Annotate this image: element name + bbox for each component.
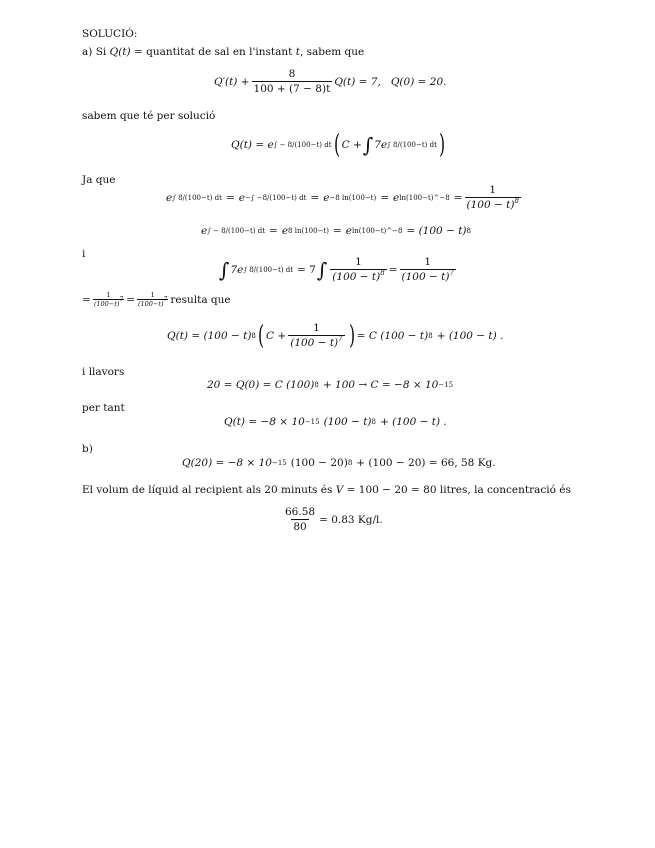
eq7-f-den-wrap: [288, 335, 344, 349]
eq7-f-num: 1: [313, 322, 320, 334]
eq1-init: Q(0) = 20.: [390, 75, 447, 88]
eq8-lhs: 20 = Q(0) = C (100): [207, 379, 315, 391]
eq5-eq: =: [388, 263, 398, 276]
eq5-integral-2: ∫: [316, 257, 328, 282]
eq5-fraction-2: [400, 256, 456, 283]
eq5-f2-den: (100 − t): [401, 271, 450, 283]
volume-V: V: [335, 484, 344, 496]
volume-text-2: = 100 − 20 = 80 litres, la concentració és: [343, 484, 571, 496]
eq5-f1-num: 1: [355, 256, 362, 268]
line6-fraction-1: [93, 292, 124, 308]
eq10-mid: (100 − 20): [290, 457, 348, 469]
eq1-den: 100 + (7 − 8)t: [253, 83, 331, 95]
line6-suffix: resulta que: [170, 294, 231, 306]
eq7-rhs: = C (100 − t): [356, 329, 429, 342]
eq3-e4: e: [393, 191, 400, 204]
eq7-fraction: [288, 322, 344, 349]
line6-f1-den: (100−t): [93, 300, 120, 308]
eq2-open-paren: (: [333, 130, 340, 160]
eq9-lhs: Q(t) = −8 × 10: [224, 416, 305, 428]
eq4-e2: e: [281, 225, 289, 237]
line6-eq2: =: [126, 294, 135, 306]
line6-f1-num: 1: [106, 291, 111, 299]
equation-integral: ∫ 7e ∫ 8/(100−t) dt = 7 ∫ $\frac{1}{(100 - t)^8}$ = $\frac{1}{(100 - t)^7}$: [219, 256, 454, 283]
intro-prefix: a) Si: [82, 46, 110, 58]
equation-Q-solution: Q(t) = (100 − t) 8 ( C + $\frac{1}{(100 - t)^7}$ ) = C (100 − t) 8 + (100 − t) .: [167, 320, 504, 351]
eq4-eq1: =: [269, 225, 278, 237]
eq3-eq1: =: [225, 191, 235, 204]
eq7-close-paren: ): [348, 320, 355, 351]
line6-fraction-2: [137, 292, 168, 308]
intro-mid: = quantitat de sal en l'instant: [130, 46, 296, 58]
intro-Q: Q(t): [109, 46, 131, 58]
equation-Q20: Q(20) = −8 × 10 −15 (100 − 20) 8 + (100 − 20) = 66, 58 Kg.: [182, 457, 496, 469]
eq3-e3: e: [323, 191, 330, 204]
eq5-f1-exp: 8: [380, 269, 385, 277]
eq2-close-paren: ): [438, 130, 446, 160]
line6-f2-exp: 7: [163, 296, 168, 303]
eq3-res-den: (100 − t): [466, 199, 515, 211]
solution-intro: sabem que té per solució: [82, 110, 216, 122]
i-label: i: [82, 248, 86, 260]
equation-concentration: [281, 506, 383, 533]
eq3-res-den-exp: 8: [514, 197, 519, 205]
eq7-f-exp: 7: [338, 335, 343, 343]
eq5-fraction-1: [330, 256, 386, 283]
line6-f2-num: 1: [150, 291, 155, 299]
eq4-e3: e: [345, 225, 353, 237]
eq5-f1-den-wrap: [330, 269, 386, 283]
equation-constant-C: 20 = Q(0) = C (100) 8 + 100 → C = −8 × 10 −15: [207, 379, 454, 391]
eq1-lhs: Q′(t) +: [214, 75, 250, 88]
line6-f1-den-wrap: [93, 296, 124, 308]
equation-general-solution: Q(t) = e ∫ − 8/(100−t) dt ( C + ∫ 7e ∫ 8/(100−t) dt ): [231, 130, 446, 160]
line6-f2-den: (100−t): [138, 300, 164, 308]
eq9-tail: + (100 − t) .: [380, 416, 447, 428]
per-tant-label: per tant: [82, 402, 125, 414]
eq3-result-fraction: [465, 184, 521, 211]
eq8-rhs: + 100 → C = −8 × 10: [322, 379, 439, 391]
eq2-inner-int: 7e: [374, 139, 388, 151]
line6-f2-den-wrap: [137, 296, 168, 308]
eq3-eq4: =: [453, 191, 463, 204]
volume-sentence: [82, 484, 571, 497]
conc-fraction: [283, 506, 317, 533]
eq3-eq2: =: [310, 191, 320, 204]
eq3-res-den-wrap: [465, 197, 521, 211]
eq3-res-num: 1: [489, 184, 497, 196]
line6-eq: =: [82, 294, 91, 306]
eq10-lhs: Q(20) = −8 × 10: [182, 457, 272, 469]
eq3-eq3: =: [380, 191, 390, 204]
ja-que-label: Ja que: [82, 174, 116, 186]
equation-ode: [214, 68, 446, 95]
conc-num: 66.58: [285, 506, 316, 518]
eq3-e1: e: [166, 191, 173, 204]
eq7-f-den: (100 − t): [290, 337, 339, 349]
eq1-rhs: Q(t) = 7,: [334, 75, 381, 88]
equation-Q-final: Q(t) = −8 × 10 −15 (100 − t) 8 + (100 − t) .: [224, 416, 447, 428]
volume-text-1: El volum de líquid al recipient als 20 minuts és: [82, 484, 336, 496]
intro-suffix: , sabem que: [299, 46, 365, 58]
part-a-intro: [82, 46, 364, 59]
eq4-e1: e: [201, 225, 208, 237]
equation-exp-chain-1: e ∫ 8/(100−t) dt = e −∫ −8/(100−t) dt = e −8 ln(100−t) = e ln(100−t)^−8 = $\frac{1}{(100 - t)^8}$: [166, 184, 519, 211]
eq3-e2: e: [238, 191, 245, 204]
eq7-inner: C +: [266, 329, 287, 342]
line6-f1-exp: 7: [119, 296, 124, 303]
eq7-rhs-tail: + (100 − t) .: [436, 329, 504, 342]
eq7-open-paren: (: [257, 320, 265, 351]
eq5-integral-1: ∫: [219, 257, 230, 282]
eq5-lhs: 7e: [230, 263, 244, 276]
conc-tail: = 0.83 Kg/l.: [319, 513, 383, 526]
eq10-tail: + (100 − 20) = 66, 58 Kg.: [356, 457, 496, 469]
solution-heading: SOLUCIÓ:: [82, 28, 138, 40]
eq2-lhs: Q(t) = e: [231, 139, 274, 151]
part-b-label: b): [82, 443, 93, 455]
eq7-lhs: Q(t) = (100 − t): [167, 329, 252, 342]
eq4-eq2: =: [332, 225, 342, 237]
eq4-res: = (100 − t): [406, 225, 467, 237]
llavors-label: i llavors: [82, 366, 125, 378]
eq9-mid: (100 − t): [323, 416, 372, 428]
eq5-f2-exp: 7: [449, 269, 454, 277]
eq1-num: 8: [288, 68, 296, 80]
eq5-mid: = 7: [297, 263, 316, 276]
eq1-fraction: [252, 68, 333, 95]
eq5-f1-den: (100 − t): [332, 271, 381, 283]
eq5-f2-num: 1: [424, 256, 432, 268]
intro-t: t: [295, 46, 300, 58]
eq5-f2-den-wrap: [400, 269, 456, 283]
line-resulta-que: [82, 292, 231, 308]
conc-den: 80: [293, 521, 307, 533]
equation-exp-chain-2: e ∫ − 8/(100−t) dt = e 8 ln(100−t) = e ln(100−t)^−8 = (100 − t) 8: [201, 225, 471, 237]
eq2-integral-sign: ∫: [362, 133, 374, 157]
eq2-inner-C: C +: [341, 139, 362, 151]
